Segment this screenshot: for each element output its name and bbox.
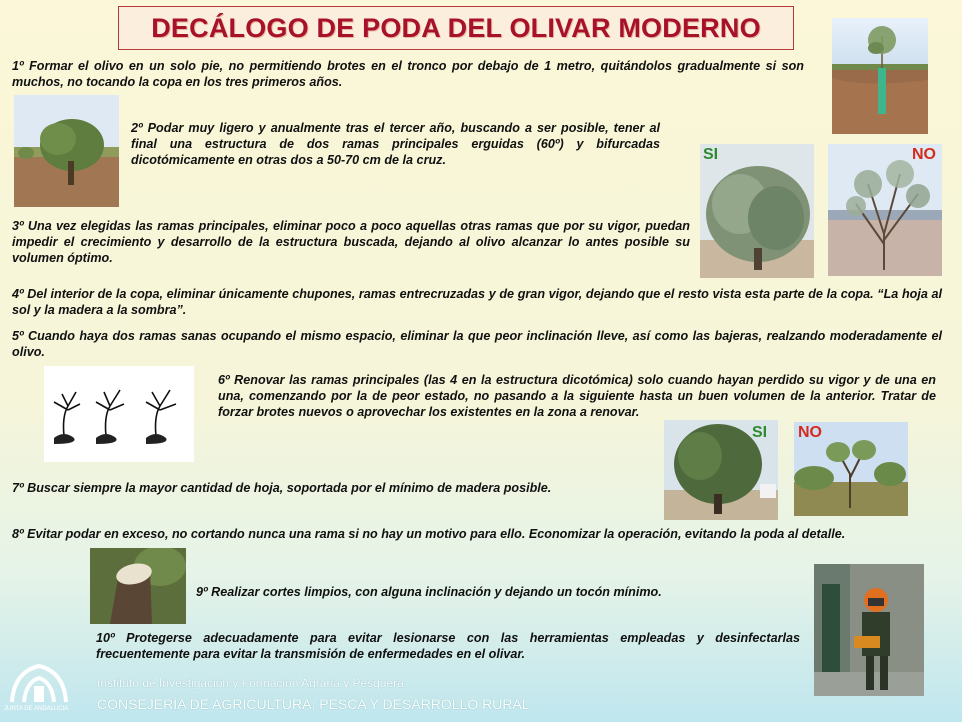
footer-ministry: CONSEJERÍA DE AGRICULTURA, PESCA Y DESARROLLO RURAL [97,696,530,712]
rule-5-text: 5º Cuando haya dos ramas sanas ocupando el mismo espacio, eliminar la que peor inclinación lleve, así como las bajeras, realzando moderadamente el olivo. [12,329,942,359]
rule-3-text: 3º Una vez elegidas las ramas principales, eliminar poco a poco aquellas otras ramas que por su vigor, puedan impedir el crecimiento y desarrollo de la estructura buscada, dejando al olivo alcanzar lo antes posible su volumen óptimo. [12,219,690,265]
olive-tree-photo [14,95,119,207]
sapling-photo [832,18,928,134]
rule-8-text: 8º Evitar podar en exceso, no cortando nunca una rama si no hay un motivo para ello. Economizar la operación, evitando la poda al detalle. [12,527,846,541]
rule-1-text: 1º Formar el olivo en un solo pie, no permitiendo brotes en el tronco por debajo de 1 metro, quitándolos gradualmente si son muchos, no tocando la copa en los tres primeros años. [12,59,804,89]
no-label-mid: NO [798,424,822,441]
rule-4-text: 4º Del interior de la copa, eliminar únicamente chupones, ramas entrecruzadas y de gran vigor, dejando que el resto vista esta parte de la copa. “La hoja al sol y la madera a la sombra”. [12,287,942,317]
si-label-mid: SI [752,424,768,441]
clean-cut-photo [90,548,186,624]
rule-9-text: 9º Realizar cortes limpios, con alguna inclinación y dejando un tocón mínimo. [196,585,662,599]
footer-institute: Instituto de Investigación y Formación Agraria y Pesquera [97,676,404,690]
title-box [118,6,794,50]
junta-logo [6,656,72,708]
rule-10-text: 10º Protegerse adecuadamente para evitar lesionarse con las herramientas empleadas y desinfectarlas frecuentemente para evitar la transmisión de enfermedades en el olivar. [96,631,800,661]
worker-photo [814,564,924,696]
pruning-diagram [44,366,194,462]
page-title: DECÁLOGO DE PODA DEL OLIVAR MODERNO [151,12,761,43]
si-label-top: SI [703,146,719,163]
si-tree-photo [700,144,814,278]
rule-6-text: 6º Renovar las ramas principales (las 4 en la estructura dicotómica) solo cuando hayan perdido su vigor y de una en una, comenzando por la de peor estado, no pasando a la siguiente hasta un buen volumen de la anterior. Tratar de forzar brotes nuevos o aprovechar los existentes en la zona a renovar. [218,373,936,419]
rule-2-text: 2º Podar muy ligero y anualmente tras el tercer año, buscando a ser posible, tener al final una estructura de dos ramas principales erguidas (60º) y bifurcadas dicotómicamente en otras dos a 50-70 cm de la cruz. [131,121,660,167]
rule-7-text: 7º Buscar siempre la mayor cantidad de hoja, soportada por el mínimo de madera posible. [12,481,552,495]
logo-text: JUNTA DE ANDALUCIA [4,706,69,712]
no-label-top: NO [912,146,936,163]
